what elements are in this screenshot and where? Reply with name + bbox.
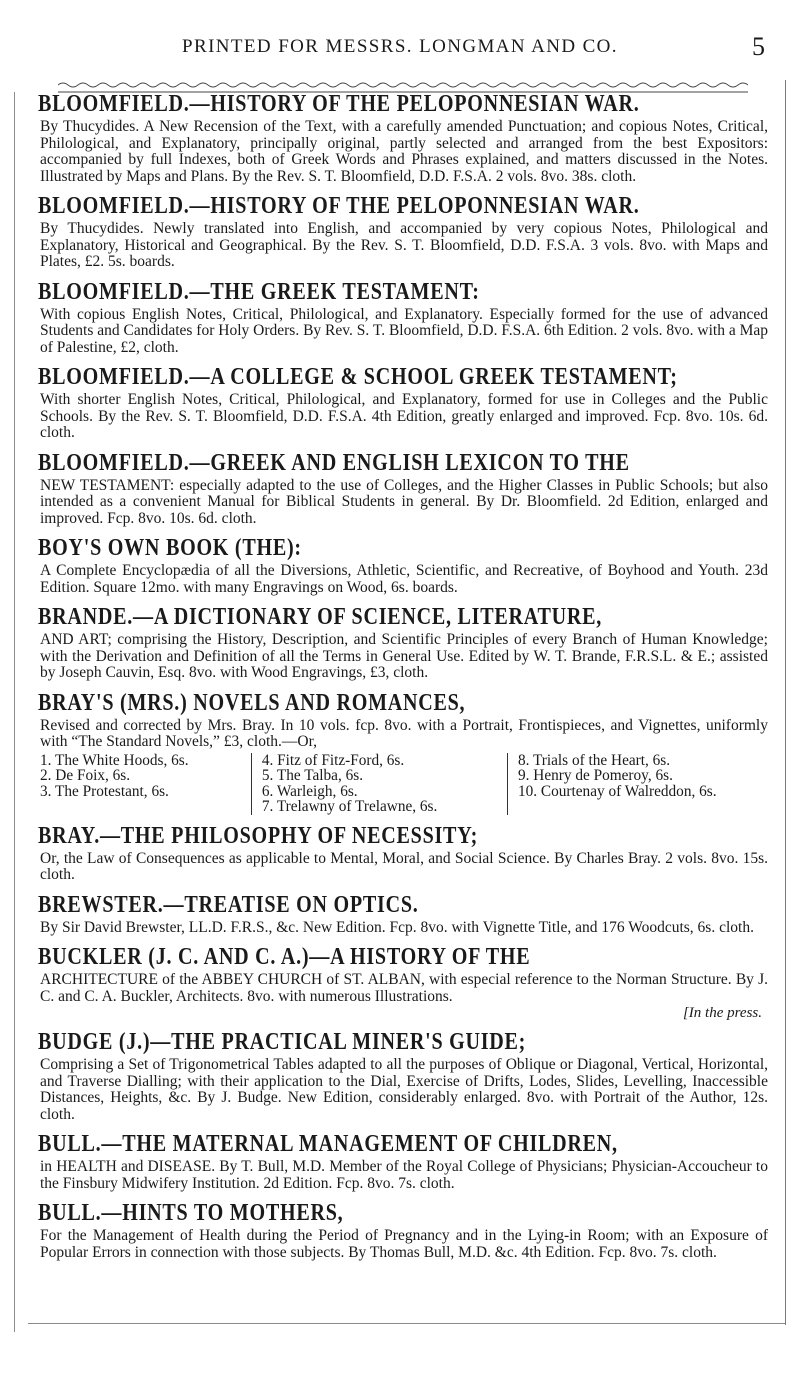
novel-item: 10. Courtenay of Walreddon, 6s. xyxy=(517,782,717,800)
page-header xyxy=(0,24,800,64)
entry-description: By Thucydides. A New Recension of the Text, with a carefully amended Punctuation; and copious Notes, Critical, Philological, and Explanatory, principally original, partly selected and arranged from the best Expositors: accompanied by full Indexes, both of Greek Words and Phrases explained, and matters discussed in the Notes. Illustrated by Maps and Plans. By the Rev. S. T. Bloomfield, D.D. F.S.A. 2 vols. 8vo. 38s. cloth. xyxy=(40,118,768,185)
catalogue-entry xyxy=(40,822,768,884)
novels-column xyxy=(507,753,768,815)
entry-heading: BRANDE.—A DICTIONARY OF SCIENCE, LITERATURE, xyxy=(38,603,603,630)
novel-item: 2. De Foix, 6s. xyxy=(40,767,131,784)
novel-item: 6. Warleigh, 6s. xyxy=(261,782,358,800)
entry-description: A Complete Encyclopædia of all the Diversions, Athletic, Scientific, and Recreative, of Boyhood and Youth. 23d Edition. Square 12mo. with many Engravings on Wood, 6s. boards. xyxy=(40,562,768,596)
page-number: 5 xyxy=(752,32,765,61)
catalogue-entry xyxy=(40,891,768,937)
catalogue-entry xyxy=(40,192,768,271)
novel-item: 9. Henry de Pomeroy, 6s. xyxy=(517,767,673,784)
entry-heading: BOY'S OWN BOOK (THE): xyxy=(38,534,302,561)
catalogue-entry xyxy=(40,1028,768,1123)
catalogue-entry xyxy=(40,689,768,815)
entry-description: AND ART; comprising the History, Description, and Scientific Principles of every Branch of Human Knowledge; with the Derivation and Definition of all the Terms in General Use. Edited by W. T. Brande, F.R.S.L. & E.; assisted by Joseph Cauvin, Esq. 8vo. with Wood Engravings, £3, cloth. xyxy=(40,631,768,681)
catalogue-entry xyxy=(40,1199,768,1261)
entry-heading: BRAY.—THE PHILOSOPHY OF NECESSITY; xyxy=(38,821,479,849)
catalogue-entry xyxy=(40,278,768,357)
entry-heading: BLOOMFIELD.—GREEK AND ENGLISH LEXICON TO THE xyxy=(38,448,630,476)
entry-heading: BLOOMFIELD.—A COLLEGE & SCHOOL GREEK TESTAMENT; xyxy=(38,363,678,390)
novel-item: 8. Trials of the Heart, 6s. xyxy=(517,751,671,769)
catalogue-entries xyxy=(40,90,768,1268)
entry-description: ARCHITECTURE of the ABBEY CHURCH of ST. ALBAN, with especial reference to the Norman Structure. By J. C. and C. A. Buckler, Architects. 8vo. with numerous Illustrations. xyxy=(40,971,768,1005)
catalogue-entry xyxy=(40,1130,768,1192)
entry-description: NEW TESTAMENT: especially adapted to the use of Colleges, and the Higher Classes in Public Schools; but also intended as a convenient Manual for Biblical Students in general. By Dr. Bloomfield. 2d Edition, enlarged and improved. Fcp. 8vo. 10s. 6d. cloth. xyxy=(40,476,768,527)
catalogue-entry xyxy=(40,90,768,185)
entry-description: By Sir David Brewster, LL.D. F.R.S., &c. New Edition. Fcp. 8vo. with Vignette Title, and 176 Woodcuts, 6s. cloth. xyxy=(40,918,754,936)
catalogue-entry xyxy=(40,943,768,1021)
novel-item: 3. The Protestant, 6s. xyxy=(40,782,169,800)
entry-heading: BREWSTER.—TREATISE ON OPTICS. xyxy=(38,890,419,918)
entry-description: in HEALTH and DISEASE. By T. Bull, M.D. Member of the Royal College of Physicians; Physician-Accoucheur to the Finsbury Midwifery Institution. 2d Edition. Fcp. 8vo. 7s. cloth. xyxy=(40,1158,768,1192)
entry-description: Or, the Law of Consequences as applicable to Mental, Moral, and Social Science. By Charles Bray. 2 vols. 8vo. 15s. cloth. xyxy=(40,849,768,883)
catalogue-entry xyxy=(40,534,768,596)
entry-heading: BUDGE (J.)—THE PRACTICAL MINER'S GUIDE; xyxy=(38,1028,527,1055)
entry-heading: BRAY'S (MRS.) NOVELS AND ROMANCES, xyxy=(38,688,466,716)
entry-description: For the Management of Health during the Period of Pregnancy and in the Lying-in Room; with an Exposure of Popular Errors in connection with those subjects. By Thomas Bull, M.D. &c. 4th Edition. Fcp. 8vo. 7s. cloth. xyxy=(40,1227,768,1261)
entry-heading: BULL.—HINTS TO MOTHERS, xyxy=(38,1199,344,1226)
entry-description: By Thucydides. Newly translated into English, and accompanied by very copious Notes, Philological and Explanatory, Historical and Geographical. By the Rev. S. T. Bloomfield, D.D. F.S.A. 3 vols. 8vo. with Maps and Plates, £2. 5s. boards. xyxy=(40,220,768,270)
novel-item: 4. Fitz of Fitz-Ford, 6s. xyxy=(261,751,405,769)
bottom-border-rule xyxy=(28,1323,785,1324)
left-border-rule xyxy=(14,92,15,1332)
entry-heading: BLOOMFIELD.—HISTORY OF THE PELOPONNESIAN WAR. xyxy=(38,90,640,117)
novel-item: 5. The Talba, 6s. xyxy=(261,767,364,784)
entry-heading: BUCKLER (J. C. AND C. A.)—A HISTORY OF THE xyxy=(38,943,531,970)
press-note: [In the press. xyxy=(682,1005,762,1021)
entry-heading: BLOOMFIELD.—THE GREEK TESTAMENT: xyxy=(38,277,480,305)
entry-description: With shorter English Notes, Critical, Philological, and Explanatory, formed for use in Colleges and the Public Schools. By the Rev. S. T. Bloomfield, D.D. F.S.A. 4th Edition, greatly enlarged and improved. Fcp. 8vo. 10s. 6d. cloth. xyxy=(40,391,768,441)
catalogue-entry xyxy=(40,449,768,528)
novel-item: 1. The White Hoods, 6s. xyxy=(40,751,189,769)
entry-description: Revised and corrected by Mrs. Bray. In 10 vols. fcp. 8vo. with a Portrait, Frontispieces, and Vignettes, uniformly with “The Standard Novels,” £3, cloth.—Or, xyxy=(40,716,768,750)
novels-list xyxy=(40,753,768,815)
catalogue-entry xyxy=(40,603,768,682)
running-title: PRINTED FOR MESSRS. LONGMAN AND CO. xyxy=(182,36,618,57)
entry-heading: BLOOMFIELD.—HISTORY OF THE PELOPONNESIAN WAR. xyxy=(38,192,640,219)
entry-heading: BULL.—THE MATERNAL MANAGEMENT OF CHILDREN, xyxy=(38,1130,618,1157)
novel-item: 7. Trelawny of Trelawne, 6s. xyxy=(261,798,438,815)
right-border-rule xyxy=(785,80,786,1325)
catalogue-entry xyxy=(40,363,768,442)
entry-description: Comprising a Set of Trigonometrical Tables adapted to all the purposes of Oblique or Diagonal, Vertical, Horizontal, and Traverse Dialling; with their application to the Dial, Exercise of Drifts, Lodes, Slides, Levelling, Inaccessible Distances, Heights, &c. By J. Budge. New Edition, considerably enlarged. 8vo. with Portrait of the Author, 12s. cloth. xyxy=(40,1056,768,1123)
entry-description: With copious English Notes, Critical, Philological, and Explanatory. Especially formed for the use of advanced Students and Candidates for Holy Orders. By Rev. S. T. Bloomfield, D.D. F.S.A. 6th Edition. 2 vols. 8vo. with a Map of Palestine, £2, cloth. xyxy=(40,305,768,356)
novels-column xyxy=(251,753,507,815)
novels-column xyxy=(40,753,251,815)
